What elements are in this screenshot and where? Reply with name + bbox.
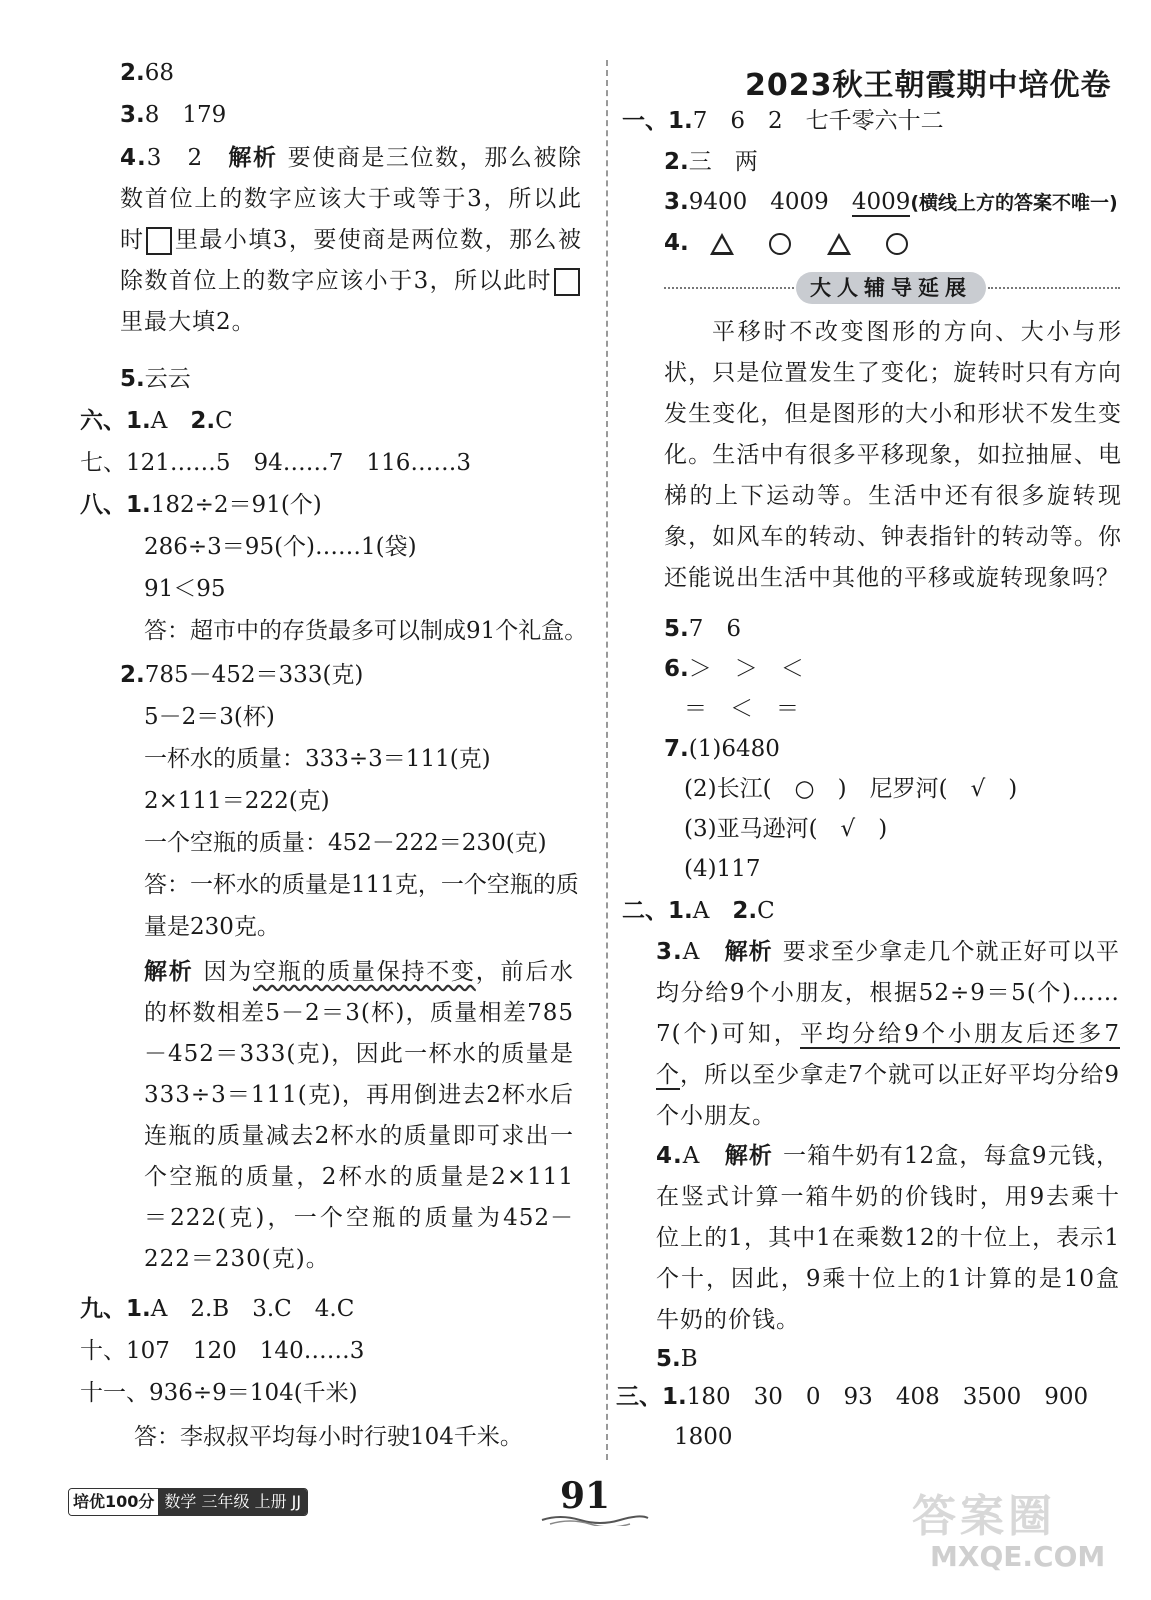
r-answer-7: 7.(1)6480 — [664, 736, 780, 762]
q2-line4: 2×111＝222(克) — [144, 788, 330, 814]
circle-icon — [886, 233, 908, 255]
q3-analysis: 3.A 解析 要求至少拿走几个就正好可以平均分给9个小朋友，根据52÷9＝5(个)……7(个)可知，平均分给9个小朋友后还多7个，所以至少拿走7个就可以正好平均分给9个小朋友。 — [656, 939, 1121, 1129]
section-11-answer: 答：李叔叔平均每小时行驶104千米。 — [134, 1424, 523, 1450]
r-answer-4: 4. — [664, 226, 922, 260]
answer-5: 5.云云 — [120, 366, 191, 392]
triangle-icon — [827, 233, 851, 255]
page-number: 91 — [560, 1475, 611, 1517]
r-answer-2: 2.三 两 — [664, 149, 758, 175]
blank-box — [554, 268, 580, 296]
wave-ornament-icon — [540, 1512, 650, 1526]
answer-2: 2.68 — [120, 60, 175, 86]
triangle-icon — [710, 233, 734, 255]
answer-4-analysis: 4.3 2 解析 要使商是三位数，那么被除数首位上的数字应该大于或等于3，所以此时 里最小填3，要使商是两位数，那么被除数首位上的数字应该小于3，所以此时里最大填2。 — [120, 145, 583, 335]
book-badge: 培优100分 数学 三年级 上册 JJ — [68, 1488, 308, 1516]
r-answer-1: 一、1.7 6 2 七千零六十二 — [622, 108, 944, 134]
banner-rule-right — [988, 287, 1120, 289]
section-9: 九、1.A 2.B 3.C 4.C — [80, 1296, 355, 1322]
column-divider — [606, 60, 608, 1460]
section-8-answer: 答：超市中的存货最多可以制成91个礼盒。 — [144, 618, 588, 644]
q2-line1: 2.785－452＝333(克) — [120, 662, 364, 688]
section-10: 十、107 120 140……3 — [80, 1338, 365, 1364]
section-6: 六、1.A 2.C — [80, 408, 233, 434]
q2-analysis: 解析 因为空瓶的质量保持不变，前后水的杯数相差5－2＝3(杯)，质量相差785－452＝333(克)，因此一杯水的质量是333÷3＝111(克)，再用倒进去2杯水后连瓶的质量减去2杯水的质量即可求出一个空瓶的质量，2杯水的质量是2×111＝222(克)，一个空瓶的质量为452－222＝230(克)。 — [144, 959, 574, 1272]
q2-line2: 5－2＝3(杯) — [144, 704, 275, 730]
answer-3: 3.8 179 — [120, 102, 227, 128]
watermark: 答案圈 — [912, 1491, 1056, 1542]
r-answer-6: 6.＞ ＞ ＜ — [664, 656, 804, 682]
q2-line5: 一个空瓶的质量：452－222＝230(克) — [144, 830, 547, 856]
r-answer-7b: (2)长江( ○ ) 尼罗河( √ ) — [684, 776, 1018, 802]
tutor-extension-banner: 大人辅导延展 — [796, 272, 986, 304]
section-8-line2: 286÷3＝95(个)……1(袋) — [144, 534, 417, 560]
circle-icon — [769, 233, 791, 255]
r-answer-7c: (3)亚马逊河( √ ) — [684, 816, 888, 842]
section-3: 三、1.180 30 0 93 408 3500 900 — [616, 1384, 1089, 1410]
q4-analysis: 4.A 解析 一箱牛奶有12盒，每盒9元钱，在竖式计算一箱牛奶的价钱时，用9去乘十位上的1，其中1在乘数12的十位上，表示1个十，因此，9乘十位上的1计算的是10盒牛奶的价钱。 — [656, 1143, 1121, 1333]
tutor-extension-text: 平移时不改变图形的方向、大小与形状，只是位置发生了变化；旋转时只有方向发生变化，但是图形的大小和形状不发生变化。生活中有很多平移现象，如拉抽屉、电梯的上下运动等。生活中还有很多旋转现象，如风车的转动、钟表指针的转动等。你还能说出生活中其他的平移或旋转现象吗？ — [664, 319, 1122, 591]
section-2: 二、1.A 2.C — [622, 898, 775, 924]
r-answer-3: 3.9400 4009 4009(横线上方的答案不唯一) — [664, 189, 1118, 215]
q2-line3: 一杯水的质量：333÷3＝111(克) — [144, 746, 491, 772]
watermark-url: MXQE.COM — [930, 1540, 1106, 1573]
section-11: 十一、936÷9＝104(千米) — [80, 1380, 358, 1406]
r-answer-7d: (4)117 — [684, 856, 761, 882]
blank-box — [146, 227, 172, 255]
section-7: 七、121……5 94……7 116……3 — [80, 450, 471, 476]
section-3b: 1800 — [674, 1424, 733, 1450]
section-8: 八、1.182÷2＝91(个) — [80, 492, 322, 518]
q2-line7: 量是230克。 — [144, 914, 280, 940]
banner-rule-left — [664, 287, 794, 289]
q2-line6: 答：一杯水的质量是111克，一个空瓶的质 — [144, 872, 579, 898]
r-answer-6b: ＝ ＜ ＝ — [684, 696, 799, 722]
r-answer-5: 5.7 6 — [664, 616, 742, 642]
page-title: 2023秋王朝霞期中培优卷 — [745, 68, 1112, 103]
section-8-line3: 91＜95 — [144, 576, 226, 602]
q5: 5.B — [656, 1346, 698, 1372]
